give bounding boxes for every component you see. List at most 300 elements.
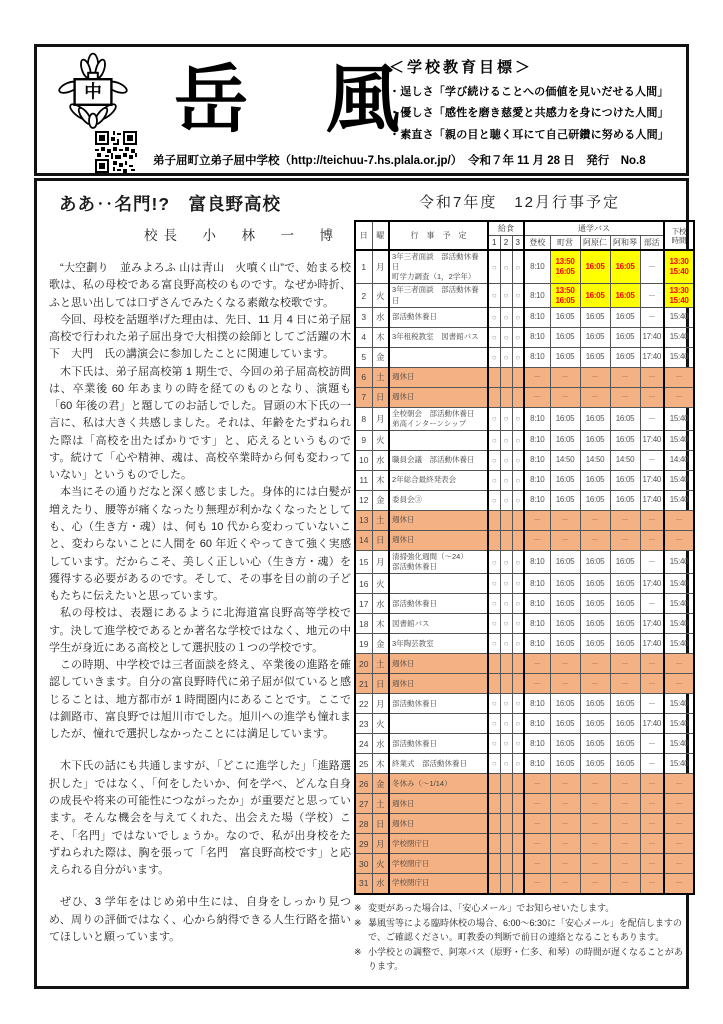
- events-cell: 週休日: [389, 530, 488, 550]
- bus-time-cell: 17:40: [640, 614, 664, 634]
- bus-time-cell: 16:05: [550, 347, 580, 367]
- sub-col-header: 阿和琴: [610, 236, 640, 251]
- bus-time-cell: 14:50: [610, 450, 640, 470]
- lunch-cell: ○: [512, 634, 524, 654]
- bus-time-cell: －: [664, 874, 694, 894]
- lunch-cell: ○: [500, 714, 512, 734]
- sub-col-header: 町営: [550, 236, 580, 251]
- bus-time-cell: －: [640, 814, 664, 834]
- bus-time-cell: －: [524, 387, 550, 407]
- bus-time-cell: －: [640, 284, 664, 307]
- day-cell: 13: [355, 510, 372, 530]
- bus-time-cell: －: [524, 367, 550, 387]
- school-emblem-icon: [53, 52, 133, 132]
- bus-time-cell: 16:05: [550, 470, 580, 490]
- note-mark: ※: [354, 947, 362, 958]
- events-cell: 週休日: [389, 814, 488, 834]
- weekday-cell: 水: [372, 734, 389, 754]
- bus-time-cell: －: [610, 834, 640, 854]
- lunch-cell: [512, 530, 524, 550]
- bus-time-cell: 15:40: [664, 430, 694, 450]
- bus-time-cell: －: [664, 834, 694, 854]
- bus-time-cell: 8:10: [524, 327, 550, 347]
- bus-time-cell: －: [550, 674, 580, 694]
- lunch-cell: ○: [500, 250, 512, 284]
- lunch-cell: ○: [488, 714, 500, 734]
- bus-time-cell: 8:10: [524, 250, 550, 284]
- bus-time-cell: －: [664, 794, 694, 814]
- lunch-cell: ○: [500, 407, 512, 430]
- schedule-rows: [355, 250, 694, 894]
- bus-time-cell: 16:05: [610, 634, 640, 654]
- events-cell: 週休日: [389, 367, 488, 387]
- day-cell: 20: [355, 654, 372, 674]
- bus-time-cell: －: [640, 450, 664, 470]
- bus-time-cell: 17:40: [640, 430, 664, 450]
- bus-time-cell: －: [640, 674, 664, 694]
- weekday-cell: 月: [372, 407, 389, 430]
- day-cell: 19: [355, 634, 372, 654]
- bus-time-cell: 16:05: [580, 574, 610, 594]
- lunch-cell: ○: [488, 550, 500, 573]
- weekday-cell: 土: [372, 654, 389, 674]
- goals-heading: ＜学校教育目標＞: [389, 59, 534, 76]
- lunch-cell: [512, 854, 524, 874]
- bus-time-cell: －: [664, 774, 694, 794]
- lunch-cell: [488, 367, 500, 387]
- lunch-cell: ○: [488, 574, 500, 594]
- bus-time-cell: －: [640, 367, 664, 387]
- sub-col-header: 2: [500, 236, 512, 251]
- bus-time-cell: 16:05: [550, 594, 580, 614]
- weekday-cell: 日: [372, 814, 389, 834]
- article-paragraph: この時期、中学校では三者面談を終え、卒業後の進路を確認していきます。自分の富良野時代に弟子屈が似ていると感じることは、地方都市が 1 時間圏内にあることです。ここでは釧路市、富良野では旭川市でした。旭川への進学も憧れましたが、憧れで選択しなかったことには満足しています。: [49, 659, 351, 741]
- bus-time-cell: 13:30 15:40: [664, 284, 694, 307]
- day-cell: 18: [355, 614, 372, 634]
- events-cell: 3年租税教室 図書館バス: [389, 327, 488, 347]
- events-cell: 図書館バス: [389, 614, 488, 634]
- lunch-cell: ○: [488, 347, 500, 367]
- lunch-cell: ○: [500, 550, 512, 573]
- weekday-cell: 日: [372, 387, 389, 407]
- bus-time-cell: －: [664, 387, 694, 407]
- bus-time-cell: 16:05: [610, 574, 640, 594]
- bus-time-cell: 13:30 15:40: [664, 250, 694, 284]
- lunch-cell: ○: [500, 450, 512, 470]
- day-cell: 6: [355, 367, 372, 387]
- events-cell: 部活動休養日: [389, 594, 488, 614]
- events-cell: 冬休み（～1/14）: [389, 774, 488, 794]
- events-cell: 部活動休養日: [389, 307, 488, 327]
- bus-time-cell: 8:10: [524, 634, 550, 654]
- lunch-cell: ○: [512, 470, 524, 490]
- events-cell: 週休日: [389, 510, 488, 530]
- qr-code: [95, 131, 137, 173]
- bus-time-cell: 16:05: [610, 734, 640, 754]
- bus-time-cell: 8:10: [524, 347, 550, 367]
- lunch-cell: [488, 814, 500, 834]
- lunch-cell: ○: [500, 307, 512, 327]
- bus-time-cell: 17:40: [640, 714, 664, 734]
- events-cell: [389, 714, 488, 734]
- bus-time-cell: 16:05: [550, 307, 580, 327]
- table-row: [355, 714, 694, 734]
- goals-list: [389, 81, 689, 145]
- weekday-cell: 土: [372, 510, 389, 530]
- bus-time-cell: 16:05: [610, 614, 640, 634]
- bus-time-cell: 16:05: [580, 250, 610, 284]
- article-paragraph: ぜひ、3 学年をはじめ弟中生には、自身をしっかり見つめ、周りの評価ではなく、心から納得できる人生行路を描いてほしいと願っています。: [49, 896, 351, 943]
- events-cell: 3年陶芸教室: [389, 634, 488, 654]
- bus-time-cell: 16:05: [610, 430, 640, 450]
- col-header-lunch: 給食: [488, 221, 524, 236]
- bus-time-cell: 8:10: [524, 490, 550, 510]
- day-cell: 22: [355, 694, 372, 714]
- table-row: [355, 794, 694, 814]
- bus-time-cell: 16:05: [580, 470, 610, 490]
- events-cell: 委員会③: [389, 490, 488, 510]
- bus-time-cell: 16:05: [580, 594, 610, 614]
- bus-time-cell: 16:05: [550, 430, 580, 450]
- bus-time-cell: 16:05: [550, 574, 580, 594]
- bus-time-cell: 16:05: [580, 307, 610, 327]
- goal-line: ・逞しさ「学び続けることへの価値を見いだせる人間」: [389, 85, 669, 98]
- events-cell: 学校閉庁日: [389, 874, 488, 894]
- day-cell: 8: [355, 407, 372, 430]
- bus-time-cell: 16:05: [550, 754, 580, 774]
- bus-time-cell: －: [610, 510, 640, 530]
- lunch-cell: [500, 814, 512, 834]
- bus-time-cell: －: [610, 674, 640, 694]
- lunch-cell: ○: [488, 250, 500, 284]
- weekday-cell: 火: [372, 284, 389, 307]
- bus-time-cell: －: [610, 874, 640, 894]
- bus-time-cell: 16:05: [610, 550, 640, 573]
- bus-time-cell: 8:10: [524, 307, 550, 327]
- lunch-cell: ○: [512, 550, 524, 573]
- bus-time-cell: 16:05: [610, 347, 640, 367]
- bus-time-cell: 17:40: [640, 490, 664, 510]
- bus-time-cell: －: [664, 367, 694, 387]
- bus-time-cell: 16:05: [580, 734, 610, 754]
- lunch-cell: [512, 874, 524, 894]
- lunch-cell: [500, 794, 512, 814]
- bus-time-cell: 15:40: [664, 470, 694, 490]
- lunch-cell: ○: [488, 490, 500, 510]
- lunch-cell: [500, 654, 512, 674]
- schedule-title: 令和7年度 12月行事予定: [418, 194, 621, 211]
- bus-time-cell: －: [610, 530, 640, 550]
- lunch-cell: ○: [488, 307, 500, 327]
- lunch-cell: ○: [500, 284, 512, 307]
- bus-time-cell: 8:10: [524, 550, 550, 573]
- bus-time-cell: 16:05: [610, 594, 640, 614]
- bus-time-cell: 16:05: [610, 407, 640, 430]
- bus-time-cell: －: [524, 834, 550, 854]
- lunch-cell: ○: [500, 634, 512, 654]
- bus-time-cell: 13:50 16:05: [550, 250, 580, 284]
- bus-time-cell: －: [640, 250, 664, 284]
- table-row: [355, 430, 694, 450]
- bus-time-cell: －: [664, 854, 694, 874]
- bus-time-cell: －: [524, 774, 550, 794]
- bus-time-cell: 15:40: [664, 754, 694, 774]
- table-row: [355, 450, 694, 470]
- bus-time-cell: 16:05: [550, 634, 580, 654]
- lunch-cell: [488, 854, 500, 874]
- weekday-cell: 金: [372, 490, 389, 510]
- weekday-cell: 木: [372, 754, 389, 774]
- bus-time-cell: －: [550, 510, 580, 530]
- events-cell: 全校朝会 部活動休養日 弟高インターンシップ: [389, 407, 488, 430]
- weekday-cell: 火: [372, 854, 389, 874]
- bus-time-cell: －: [640, 754, 664, 774]
- bus-time-cell: －: [550, 854, 580, 874]
- lunch-cell: ○: [488, 407, 500, 430]
- lunch-cell: [512, 814, 524, 834]
- education-goals: [389, 56, 689, 145]
- table-row: [355, 327, 694, 347]
- bus-time-cell: －: [664, 654, 694, 674]
- bus-time-cell: 16:05: [580, 694, 610, 714]
- bus-time-cell: －: [580, 530, 610, 550]
- day-cell: 17: [355, 594, 372, 614]
- events-cell: [389, 430, 488, 450]
- schedule-notes: [354, 902, 685, 974]
- bus-time-cell: －: [580, 874, 610, 894]
- bus-time-cell: 14:50: [580, 450, 610, 470]
- bus-time-cell: －: [664, 530, 694, 550]
- weekday-cell: 火: [372, 430, 389, 450]
- bus-time-cell: 15:40: [664, 714, 694, 734]
- weekday-cell: 金: [372, 774, 389, 794]
- bus-time-cell: －: [580, 654, 610, 674]
- article-paragraph: 本当にその通りだなと深く感じました。身体的には白髪が増えたり、腰等が痛くなったり無理が利かなくなったとしても、心（生き方・魂）は、何も 10 代から変わっていないこと、変わらないことに人間を 60 年近くやってきて強く実感しています。だからこそ、美しく正しい心（生き方・魂）を獲得する必要があるのです。そして、その事を目の前の子どもたちに伝えたいと思っています。: [49, 486, 351, 603]
- day-cell: 11: [355, 470, 372, 490]
- bus-time-cell: －: [610, 854, 640, 874]
- lunch-cell: ○: [488, 470, 500, 490]
- bus-time-cell: 16:05: [580, 490, 610, 510]
- bus-time-cell: 14:50: [550, 450, 580, 470]
- bus-time-cell: －: [640, 654, 664, 674]
- bus-time-cell: 16:05: [610, 284, 640, 307]
- table-row: [355, 734, 694, 754]
- lunch-cell: ○: [512, 594, 524, 614]
- bus-time-cell: －: [580, 674, 610, 694]
- bus-time-cell: －: [550, 530, 580, 550]
- table-row: [355, 674, 694, 694]
- lunch-cell: [500, 834, 512, 854]
- weekday-cell: 水: [372, 450, 389, 470]
- weekday-cell: 火: [372, 714, 389, 734]
- lunch-cell: ○: [500, 490, 512, 510]
- bus-time-cell: －: [640, 530, 664, 550]
- weekday-cell: 月: [372, 834, 389, 854]
- lunch-cell: ○: [488, 754, 500, 774]
- day-cell: 28: [355, 814, 372, 834]
- col-header-bus: 通学バス: [524, 221, 664, 236]
- bus-time-cell: －: [640, 734, 664, 754]
- lunch-cell: [488, 510, 500, 530]
- lunch-cell: [488, 794, 500, 814]
- bus-time-cell: －: [580, 387, 610, 407]
- bus-time-cell: －: [580, 794, 610, 814]
- bus-time-cell: 15:40: [664, 594, 694, 614]
- day-cell: 31: [355, 874, 372, 894]
- article-paragraph: 木下氏は、弟子屈高校第 1 期生で、今回の弟子屈高校訪問は、卒業後 60 年あまりの時を経てのものとなり、演題も「60 年後の君」と題してのお話しでした。冒頭の木下氏の一言に、私は大きく共感しました。それは、年齢をたずねられた際は「高校を出たばかりです」と、応えるというものです。続けて「心や精神、魂は、高校卒業時から何も変わっていない」というものでした。: [49, 365, 351, 482]
- sub-col-header: 部活: [640, 236, 664, 251]
- events-cell: [389, 347, 488, 367]
- day-cell: 16: [355, 574, 372, 594]
- bus-time-cell: 16:05: [550, 327, 580, 347]
- note-mark: ※: [354, 902, 362, 913]
- events-cell: 部活動休養日: [389, 694, 488, 714]
- lunch-cell: ○: [488, 694, 500, 714]
- bus-time-cell: 16:05: [580, 347, 610, 367]
- events-cell: 学校閉庁日: [389, 834, 488, 854]
- bus-time-cell: －: [580, 854, 610, 874]
- lunch-cell: [500, 387, 512, 407]
- bus-time-cell: 16:05: [610, 490, 640, 510]
- day-cell: 5: [355, 347, 372, 367]
- bus-time-cell: 17:40: [640, 470, 664, 490]
- day-cell: 4: [355, 327, 372, 347]
- content-area: [34, 178, 689, 989]
- events-cell: 部活動休養日: [389, 734, 488, 754]
- bus-time-cell: 16:05: [580, 714, 610, 734]
- bus-time-cell: 16:05: [610, 754, 640, 774]
- bus-time-cell: 16:05: [580, 327, 610, 347]
- weekday-cell: 日: [372, 674, 389, 694]
- bus-time-cell: 16:05: [550, 614, 580, 634]
- lunch-cell: ○: [512, 490, 524, 510]
- lunch-cell: ○: [500, 574, 512, 594]
- col-header-events: 行 事 予 定: [389, 221, 488, 250]
- bus-time-cell: 16:05: [610, 250, 640, 284]
- events-cell: [389, 574, 488, 594]
- weekday-cell: 水: [372, 307, 389, 327]
- bus-time-cell: 16:05: [580, 430, 610, 450]
- bus-time-cell: 15:40: [664, 694, 694, 714]
- goal-line: ・素直さ「親の目と聴く耳にて自己研鑽に努める人間」: [389, 127, 669, 141]
- table-row: [355, 284, 694, 307]
- bus-time-cell: 16:05: [580, 407, 610, 430]
- lunch-cell: [512, 367, 524, 387]
- events-cell: 学校閉庁日: [389, 854, 488, 874]
- events-cell: 3年三者面談 部活動休養日: [389, 284, 488, 307]
- note-text: 変更があった場合は、「安心メール」でお知らせいたします。: [368, 902, 615, 913]
- bus-time-cell: －: [580, 814, 610, 834]
- lunch-cell: [500, 874, 512, 894]
- lunch-cell: ○: [488, 327, 500, 347]
- day-cell: 21: [355, 674, 372, 694]
- lunch-cell: [488, 530, 500, 550]
- bus-time-cell: 15:40: [664, 614, 694, 634]
- day-cell: 9: [355, 430, 372, 450]
- article-paragraph: 木下氏の話にも共通しますが、「どこに進学した」「進路選択した」ではなく、「何をしたいか、何を学べ、どんな自身の成長や将来の可能性につながったか」が重要だと思っています。そんな機会を与えてくれた、出会えた場（学校）こそ、「名門」ではないでしょうか。なので、私が出身校をたずねられた際は、胸を張って「名門 富良野高校です」と応えられる自分がいます。: [49, 760, 351, 877]
- article-byline: 校長 小 林 一 博: [144, 228, 339, 243]
- article-body: [49, 260, 351, 946]
- weekday-cell: 水: [372, 874, 389, 894]
- day-cell: 15: [355, 550, 372, 573]
- bus-time-cell: 17:40: [640, 347, 664, 367]
- bus-time-cell: 16:05: [610, 694, 640, 714]
- bus-time-cell: －: [640, 407, 664, 430]
- article-paragraph: “大空劃り 並みよろふ 山は青山 火噴く山”で、始まる校歌は、私の母校である富良野高校のものです。なぜか時折、ふと思い出しては口ずさんでみたくなる素敵な校歌です。: [49, 262, 351, 309]
- monthly-schedule: [354, 189, 689, 975]
- lunch-cell: [512, 794, 524, 814]
- bus-time-cell: －: [550, 794, 580, 814]
- masthead: [34, 44, 689, 176]
- bus-time-cell: －: [610, 654, 640, 674]
- bus-time-cell: 16:05: [610, 470, 640, 490]
- day-cell: 25: [355, 754, 372, 774]
- bus-time-cell: －: [524, 814, 550, 834]
- bus-time-cell: －: [664, 814, 694, 834]
- day-cell: 26: [355, 774, 372, 794]
- table-row: [355, 854, 694, 874]
- sub-col-header: 阿原仁: [580, 236, 610, 251]
- bus-time-cell: 17:40: [640, 634, 664, 654]
- newsletter-title: 岳 風: [174, 57, 426, 143]
- table-row: [355, 347, 694, 367]
- lunch-cell: [488, 834, 500, 854]
- bus-time-cell: －: [580, 510, 610, 530]
- events-cell: 終業式 部活動休養日: [389, 754, 488, 774]
- day-cell: 12: [355, 490, 372, 510]
- note-item: [354, 902, 685, 916]
- bus-time-cell: －: [550, 874, 580, 894]
- bus-time-cell: 15:40: [664, 550, 694, 573]
- bus-time-cell: －: [550, 834, 580, 854]
- article-paragraph: 今回、母校を話題挙げた理由は、先日、11 月 4 日に弟子屈高校で行われた弟子屈出身で大相撲の絵師としてご活躍の木下 大門 氏の講演会に参加したことに関連しています。: [49, 313, 351, 361]
- bus-time-cell: 8:10: [524, 574, 550, 594]
- bus-time-cell: －: [640, 774, 664, 794]
- bus-time-cell: 16:05: [550, 407, 580, 430]
- bus-time-cell: 16:05: [550, 694, 580, 714]
- weekday-cell: 月: [372, 550, 389, 573]
- lunch-cell: ○: [488, 634, 500, 654]
- weekday-cell: 土: [372, 794, 389, 814]
- bus-time-cell: 8:10: [524, 450, 550, 470]
- weekday-cell: 木: [372, 614, 389, 634]
- lunch-cell: ○: [512, 694, 524, 714]
- lunch-cell: ○: [488, 734, 500, 754]
- bus-time-cell: 8:10: [524, 407, 550, 430]
- bus-time-cell: －: [524, 530, 550, 550]
- lunch-cell: [500, 510, 512, 530]
- bus-time-cell: －: [640, 550, 664, 573]
- sub-col-header: 3: [512, 236, 524, 251]
- bus-time-cell: 16:05: [610, 307, 640, 327]
- lunch-cell: ○: [512, 347, 524, 367]
- weekday-cell: 火: [372, 574, 389, 594]
- bus-time-cell: －: [524, 874, 550, 894]
- day-cell: 14: [355, 530, 372, 550]
- day-cell: 23: [355, 714, 372, 734]
- bus-time-cell: 15:40: [664, 734, 694, 754]
- day-cell: 2: [355, 284, 372, 307]
- lunch-cell: ○: [488, 594, 500, 614]
- lunch-cell: ○: [488, 430, 500, 450]
- bus-time-cell: －: [664, 674, 694, 694]
- lunch-cell: ○: [500, 694, 512, 714]
- bus-time-cell: 16:05: [580, 284, 610, 307]
- lunch-cell: ○: [500, 614, 512, 634]
- lunch-cell: [512, 654, 524, 674]
- lunch-cell: [488, 387, 500, 407]
- table-row: [355, 407, 694, 430]
